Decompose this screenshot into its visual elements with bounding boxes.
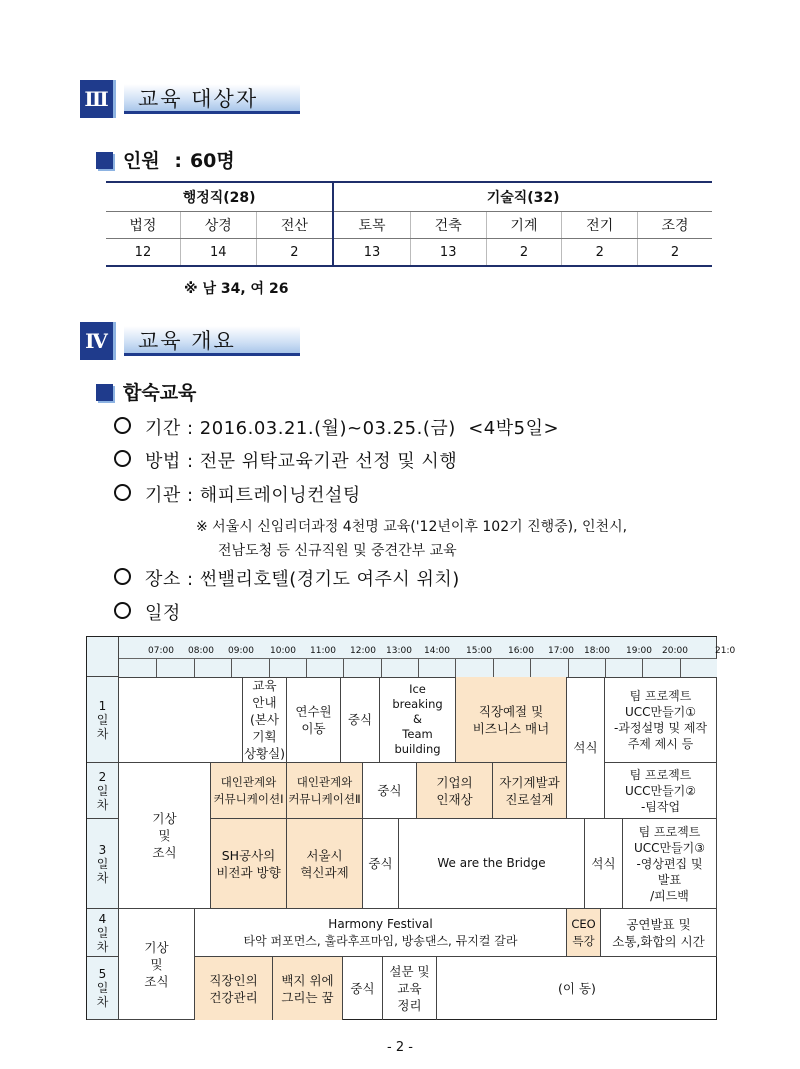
bullet-agency (114, 481, 361, 507)
corner-cell (87, 637, 119, 677)
d3-innovation: 서울시 혁신과제 (287, 819, 363, 909)
d5-lunch: 중식 (343, 957, 383, 1020)
subsection-label: 합숙교육 (123, 382, 197, 404)
day-label: 2 일 차 (87, 763, 119, 819)
bullet-schedule (114, 599, 181, 625)
column-header: 건축 (410, 212, 486, 239)
group-header: 기술직(32) (333, 182, 712, 212)
section-4-header (80, 322, 300, 360)
time-tick (493, 659, 494, 677)
column-header: 상경 (180, 212, 256, 239)
column-header: 토목 (333, 212, 410, 239)
d3-project: 팀 프로젝트 UCC만들기③ -영상편집 및 발표 /피드백 (623, 819, 717, 909)
time-tick (642, 659, 643, 677)
column-header: 기계 (486, 212, 562, 239)
time-label: 11:00 (310, 646, 336, 656)
time-label: 15:00 (466, 646, 492, 656)
bullet-text: 기간 : 2016.03.21.(월)~03.25.(금) <4박5일> (145, 418, 560, 439)
bullet-text: 기관 : 해피트레이닝컨설팅 (145, 485, 361, 506)
d5-survey: 설문 및 교육 정리 (383, 957, 437, 1020)
cell-value: 2 (638, 239, 712, 267)
bullet-text: 장소 : 썬밸리호텔(경기도 여주시 위치) (145, 569, 460, 590)
time-label: 19:00 (626, 646, 652, 656)
time-label: 16:00 (508, 646, 534, 656)
d3-bridge: We are the Bridge (399, 819, 585, 909)
d3-vision: SH공사의 비전과 방향 (211, 819, 287, 909)
time-tick (194, 659, 195, 677)
cell-value: 14 (180, 239, 256, 267)
d2-talent: 기업의 인재상 (417, 763, 493, 819)
section-title: 교육 개요 (124, 326, 300, 356)
schedule-table (86, 636, 736, 1020)
time-ticks (119, 659, 717, 678)
column-header: 법정 (106, 212, 180, 239)
cell-value: 12 (106, 239, 180, 267)
cell-value: 2 (562, 239, 638, 267)
circle-bullet-icon (114, 484, 131, 501)
circle-bullet-icon (114, 568, 131, 585)
time-label: 14:00 (424, 646, 450, 656)
d3-dinner: 석식 (585, 819, 623, 909)
wake-breakfast: 기상 및 조식 (119, 909, 195, 1020)
d1-move: 연수원 이동 (287, 677, 341, 763)
d5-dream: 백지 위에 그리는 꿈 (273, 957, 343, 1020)
d5-health: 직장인의 건강관리 (195, 957, 273, 1020)
d4-ceo: CEO 특강 (567, 909, 601, 957)
group-header: 행정직(28) (106, 182, 333, 212)
time-tick (680, 659, 681, 677)
time-label: 17:00 (548, 646, 574, 656)
time-axis (119, 637, 736, 659)
section-number: Ⅳ (80, 322, 116, 360)
empty-cell (119, 677, 243, 763)
d2-project: 팀 프로젝트 UCC만들기② -팀작업 (605, 763, 717, 819)
square-bullet-icon (96, 152, 113, 169)
time-tick (530, 659, 531, 677)
time-tick (231, 659, 232, 677)
headcount-sep: : (174, 150, 182, 172)
time-tick (381, 659, 382, 677)
d2-relation1: 대인관계와 커뮤니케이션Ⅰ (211, 763, 287, 819)
d3-lunch: 중식 (363, 819, 399, 909)
time-tick (418, 659, 419, 677)
subsection-title (96, 378, 196, 405)
day-label: 3 일 차 (87, 819, 119, 909)
headcount-label: 인원 (123, 150, 160, 172)
time-label: 10:00 (270, 646, 296, 656)
day-label: 5 일 차 (87, 957, 119, 1020)
bullet-place (114, 565, 460, 591)
cell-value: 2 (256, 239, 333, 267)
time-label: 20:00 (662, 646, 688, 656)
d4-festival: Harmony Festival 타악 퍼포먼스, 훌라후프마임, 방송댄스, 뮤지컬 갈라 (195, 909, 567, 957)
cell-value: 2 (486, 239, 562, 267)
d4-performance: 공연발표 및 소통,화합의 시간 (601, 909, 717, 957)
column-header: 전기 (562, 212, 638, 239)
column-header: 전산 (256, 212, 333, 239)
time-label: 07:00 (148, 646, 174, 656)
d2-relation2: 대인관계와 커뮤니케이션Ⅱ (287, 763, 363, 819)
d1-lunch: 중식 (341, 677, 380, 763)
column-header: 조경 (638, 212, 712, 239)
d1-project: 팀 프로젝트 UCC만들기① -과정설명 및 제작 주제 제시 등 (605, 677, 717, 763)
circle-bullet-icon (114, 417, 131, 434)
d1-guide: 교육 안내 (본사 기획 상황실) (243, 678, 286, 761)
trainee-table (106, 181, 712, 267)
cell-value: 13 (410, 239, 486, 267)
bullet-method (114, 447, 457, 473)
d1-dinner: 석식 (567, 677, 605, 819)
bullet-text: 방법 : 전문 위탁교육기관 선정 및 시행 (145, 451, 458, 472)
section-3-header (80, 80, 300, 118)
wake-breakfast: 기상 및 조식 (119, 763, 211, 909)
d1-icebreaking: Ice breaking & Team building (380, 677, 456, 763)
agency-note-line2: 전남도청 등 신규직원 및 중견간부 교육 (218, 543, 457, 559)
time-tick (269, 659, 270, 677)
time-tick (156, 659, 157, 677)
time-label: 12:00 (350, 646, 376, 656)
time-label: 09:00 (228, 646, 254, 656)
time-tick (605, 659, 606, 677)
time-label: 13:00 (386, 646, 412, 656)
headcount (96, 146, 235, 173)
section-number: Ⅲ (80, 80, 116, 118)
page-number: - 2 - (387, 1040, 413, 1055)
d1-manner: 직장예절 및 비즈니스 매너 (456, 677, 567, 763)
bullet-period (114, 414, 559, 440)
time-tick (343, 659, 344, 677)
time-label: 21:0 (715, 646, 736, 656)
d2-lunch: 중식 (363, 763, 417, 819)
time-label: 18:00 (584, 646, 610, 656)
day-label: 1 일 차 (87, 677, 119, 763)
circle-bullet-icon (114, 602, 131, 619)
agency-note-line1: ※ 서울시 신임리더과정 4천명 교육('12년이후 102기 진행중), 인천시, (196, 519, 628, 535)
d2-career: 자기계발과 진로설계 (493, 763, 567, 819)
circle-bullet-icon (114, 450, 131, 467)
section-title: 교육 대상자 (124, 84, 300, 114)
day-label: 4 일 차 (87, 909, 119, 957)
time-tick (455, 659, 456, 677)
headcount-value: 60명 (189, 150, 235, 172)
bullet-text: 일정 (145, 603, 181, 624)
square-bullet-icon (96, 384, 113, 401)
time-label: 08:00 (188, 646, 214, 656)
cell-value: 13 (333, 239, 410, 267)
gender-note: ※ 남 34, 여 26 (184, 281, 289, 297)
time-tick (306, 659, 307, 677)
time-tick (568, 659, 569, 677)
d5-move: (이 동) (558, 981, 596, 996)
